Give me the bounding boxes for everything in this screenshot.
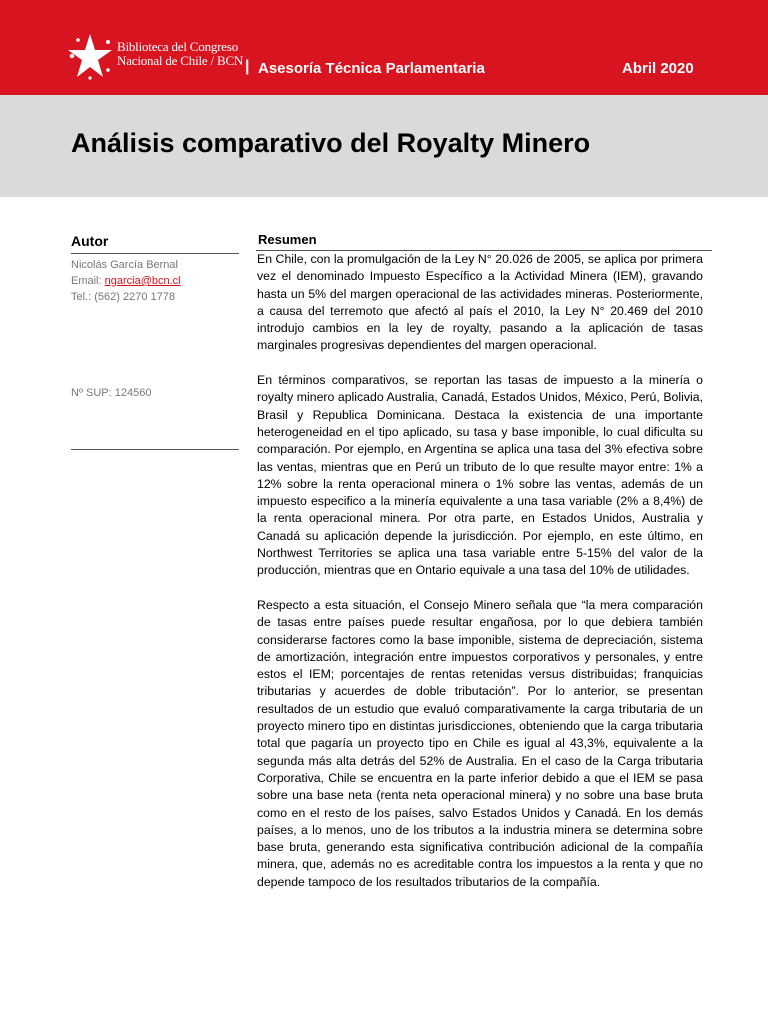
header-date: Abril 2020 — [622, 60, 694, 77]
sup-number: Nº SUP: 124560 — [71, 387, 152, 399]
email-link[interactable]: ngarcia@bcn.cl — [104, 275, 181, 287]
logo-line-1: Biblioteca del Congreso — [117, 39, 239, 54]
author-info — [71, 257, 181, 305]
summary-paragraph-2: En términos comparativos, se reportan las tasas de impuesto a la minería o royalty minero aplicado Australia, Canadá, Estados Unidos, México, Perú, Bolivia, Brasil y Republica Dominicana. Destaca la existencia de una importante heterogeneidad en el tipo aplicado, su tasa y base imponible, lo cual dificulta su comparación. Por ejemplo, en Argentina se aplica una tasa del 3% efectiva sobre las ventas, mientras que en Perú un tributo de lo que resulte mayor entre: 1% a 12% sobre la renta operacional minera o 1% sobre las ventas, además de un impuesto especifico a la minería equivalente a una tasa variable (2% a 8,4%) de la renta operacional minera. Por otra parte, en Estados Unidos, Australia y Canadá su aplicación depende la jurisdicción. Por ejemplo, en este último, en Northwest Territories se aplica una tasa variable entre 5-15% del valor de la producción, mientras que en Ontario equivale a una tasa del 10% de utilidades. — [257, 373, 703, 578]
author-phone: Tel.: (562) 2270 1778 — [71, 291, 175, 303]
header-banner — [0, 0, 768, 95]
author-email-row — [71, 273, 181, 289]
page-title: Análisis comparativo del Royalty Minero — [71, 128, 591, 158]
star-icon — [66, 32, 114, 80]
email-label: Email: — [71, 275, 102, 287]
logo-line-2: Nacional de Chile / BCN — [117, 53, 244, 68]
logo-text — [117, 40, 243, 68]
header-subtitle: Asesoría Técnica Parlamentaria — [258, 60, 485, 77]
author-name: Nicolás García Bernal — [71, 259, 178, 271]
summary-body — [257, 251, 703, 908]
summary-heading: Resumen — [258, 232, 317, 247]
author-heading: Autor — [71, 233, 109, 249]
summary-paragraph-1: En Chile, con la promulgación de la Ley N° 20.026 de 2005, se aplica por primera vez el denominado Impuesto Específico a la Actividad Minera (IEM), gravando hasta un 5% del margen operacional de las actividades mineras. Posteriormente, a causa del terremoto que afectó al país el 2010, la Ley N° 20.469 del 2010 introdujo cambios en la ley de royalty, pasando a la aplicación de tasas marginales progresivas dependientes del margen operacional. — [257, 252, 703, 353]
author-divider — [71, 253, 239, 254]
header-separator: | — [245, 58, 250, 75]
sup-divider — [71, 449, 239, 450]
summary-paragraph-3: Respecto a esta situación, el Consejo Minero señala que “la mera comparación de tasas entre países puede resultar engañosa, por lo que debiera también considerarse factores como la base imponible, sistema de depreciación, sistema de amortización, integración entre impuestos corporativos y personales, y entre estos el IEM; porcentajes de rentas retenidas versus distribuidas; franquicias tributarias y acuerdes de doble tributación”. Por lo anterior, se presentan resultados de un estudio que evaluó comparativamente la carga tributaria de un proyecto minero tipo en distintas jurisdicciones, obteniendo que la carga tributaria total que pagaría un proyecto tipo en Chile es igual al 43,3%, equivalente a la segunda más alta detrás del 52% de Australia. En el caso de la Carga tributaria Corporativa, Chile se encuentra en la parte inferior debido a que el IEM se pasa sobre una base neta (renta neta operacional minera) y no sobre una base bruta como en el resto de los países, salvo Estados Unidos y Canadá. En los demás países, a lo menos, uno de los tributos a la industria minera se determina sobre base bruta, generando esta significativa contribución adicional de la compañía minera, que, además no es acreditable contra los impuestos a la renta y que no depende tampoco de los resultados tributarios de la compañía. — [257, 597, 703, 889]
